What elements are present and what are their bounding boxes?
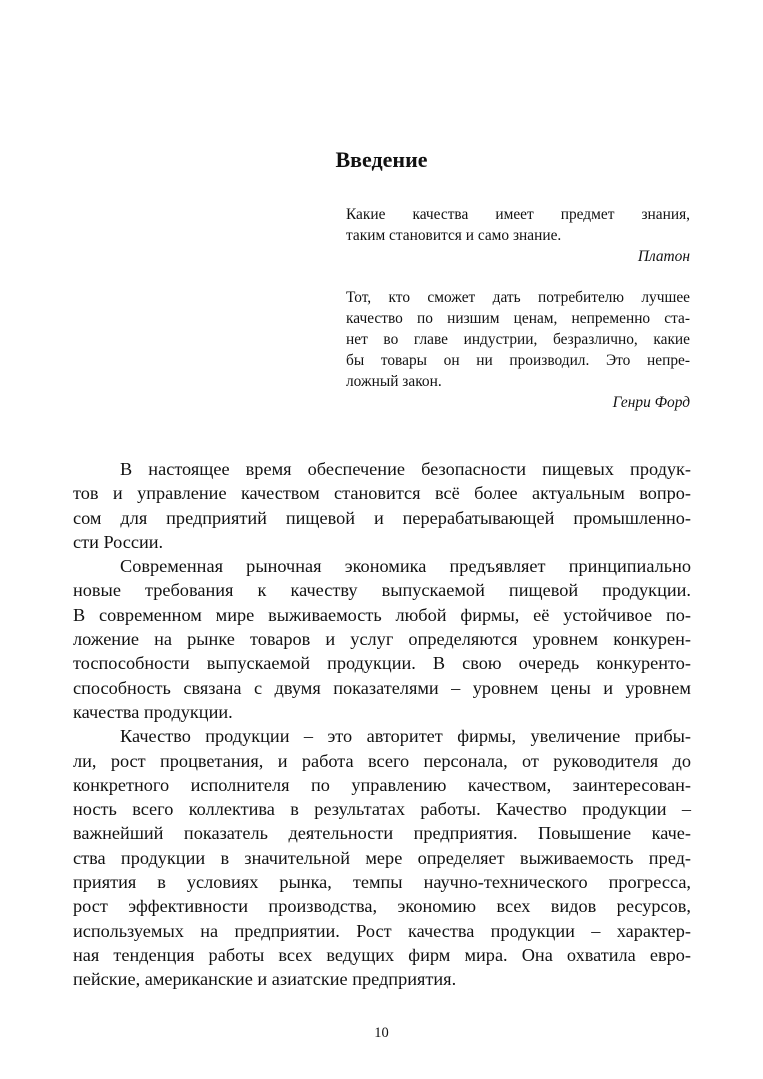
epigraph-line: таким становится и само знание. bbox=[346, 227, 562, 244]
text-line: В настоящее время обеспечение безопасности пищевых продук- bbox=[120, 459, 691, 479]
body-text bbox=[73, 457, 691, 992]
text-line: сом для предприятий пищевой и перерабатывающей промышленно- bbox=[73, 507, 691, 528]
epigraph-author: Генри Форд bbox=[612, 394, 690, 411]
text-line: В современном мире выживаемость любой фирмы, её устойчивое по- bbox=[73, 604, 691, 625]
epigraph-author: Платон bbox=[637, 248, 690, 265]
text-line: качества продукции. bbox=[73, 701, 233, 722]
epigraph-line: бы товары он ни производил. Это непре- bbox=[346, 352, 690, 369]
text-line: приятия в условиях рынка, темпы научно-технического прогресса, bbox=[73, 872, 691, 893]
text-line: ложение на рынке товаров и услуг определяются уровнем конкурен- bbox=[73, 629, 691, 650]
text-line: ли, рост процветания, и работа всего персонала, от руководителя до bbox=[73, 750, 691, 771]
text-line: пейские, американские и азиатские предприятия. bbox=[73, 969, 457, 990]
text-line: тов и управление качеством становится всё более актуальным вопро- bbox=[73, 483, 691, 504]
page-number: 10 bbox=[374, 1025, 389, 1041]
text-line: тоспособности выпускаемой продукции. В свою очередь конкуренто- bbox=[73, 653, 691, 674]
text-line: Современная рыночная экономика предъявляет принципиально bbox=[120, 556, 691, 577]
epigraph-ford bbox=[346, 287, 690, 413]
text-line: Качество продукции – это авторитет фирмы, увеличение прибы- bbox=[120, 726, 691, 747]
text-line: конкретного исполнителя по управлению качеством, заинтересован- bbox=[73, 774, 691, 795]
epigraph-line: Тот, кто сможет дать потребителю лучшее bbox=[346, 289, 690, 306]
text-line: способность связана с двумя показателями – уровнем цены и уровнем bbox=[73, 677, 691, 698]
page-title: Введение bbox=[335, 147, 428, 172]
epigraph-plato bbox=[346, 204, 690, 267]
epigraph-line: качество по низшим ценам, непременно ста- bbox=[346, 310, 690, 327]
text-line: используемых на предприятии. Рост качества продукции – характер- bbox=[73, 920, 691, 941]
text-line: важнейший показатель деятельности предприятия. Повышение каче- bbox=[73, 823, 691, 844]
text-line: ства продукции в значительной мере определяет выживаемость пред- bbox=[73, 847, 691, 868]
text-line: новые требования к качеству выпускаемой пищевой продукции. bbox=[73, 580, 691, 601]
epigraph-line: ложный закон. bbox=[346, 373, 442, 390]
epigraph-line: нет во главе индустрии, безразлично, какие bbox=[346, 331, 690, 348]
text-line: рост эффективности производства, экономию всех видов ресурсов, bbox=[73, 896, 691, 917]
text-line: ность всего коллектива в результатах работы. Качество продукции – bbox=[73, 799, 691, 820]
text-line: ная тенденция работы всех ведущих фирм мира. Она охватила евро- bbox=[73, 944, 691, 965]
epigraph-line: Какие качества имеет предмет знания, bbox=[346, 206, 690, 223]
text-line: сти России. bbox=[73, 531, 164, 552]
